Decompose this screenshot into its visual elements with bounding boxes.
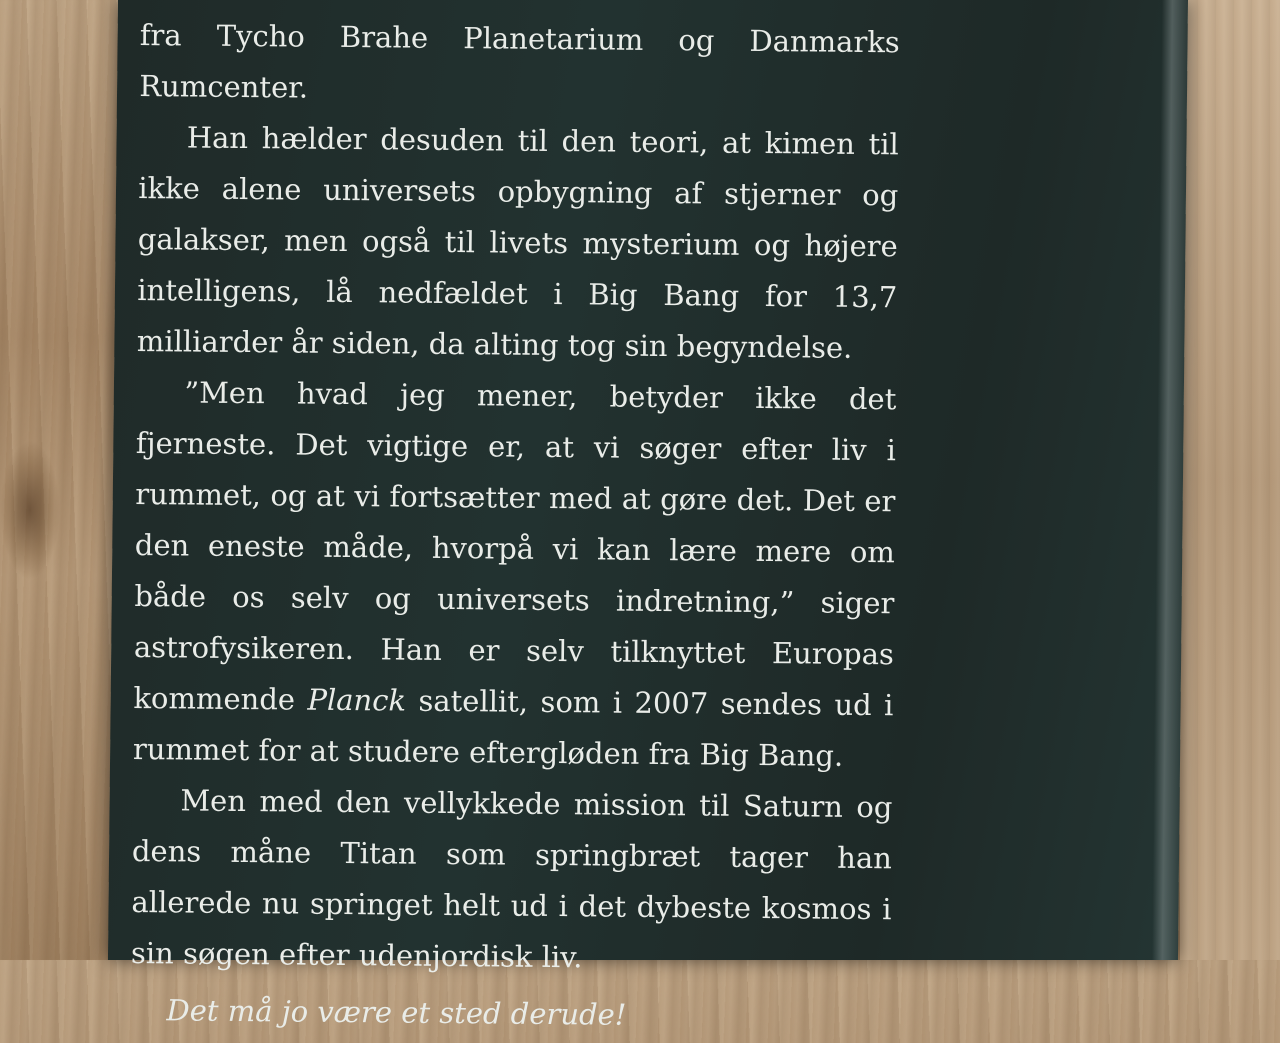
paragraph-big-bang-theory: Han hælder desuden til den teori, at kimen til ikke alene universets opbygning af stjerner og galakser, men også til livets mysterium og højere intelligens, lå nedfældet i Big Bang for 13,7 milliarder år siden, da alting tog sin begyndelse.: [136, 120, 899, 365]
back-cover-text: [130, 14, 900, 1043]
quote-text-after: satellit, som i 2007 sendes ud i rummet for at studere eftergløden fra Big Bang.: [132, 683, 894, 773]
planck-italic: Planck: [307, 682, 407, 718]
paragraph-quote: [133, 367, 897, 782]
quote-text-before: ”Men hvad jeg mener, betyder ikke det fjerneste. Det vigtige er, at vi søger efter liv i rummet, og at vi fortsætter med at gøre det. Det er den eneste måde, hvorpå vi kan lære mere om både os selv og universets indretning,” siger astrofysikeren. Han er selv tilknyttet Europas kommende: [133, 375, 897, 717]
wood-table-right: [1180, 0, 1280, 960]
closing-line: Det må jo være et sted derude!: [166, 993, 627, 1032]
paragraph-continuation: fra Tycho Brahe Planetarium og Danmarks Rumcenter.: [139, 17, 900, 105]
wood-knot: [0, 440, 60, 580]
paragraph-saturn-mission: Men med den vellykkede mission til Saturn og dens måne Titan som springbræt tager han allerede nu springet helt ud i det dybeste kosmos i sin søgen efter udenjordisk liv.: [130, 783, 893, 975]
